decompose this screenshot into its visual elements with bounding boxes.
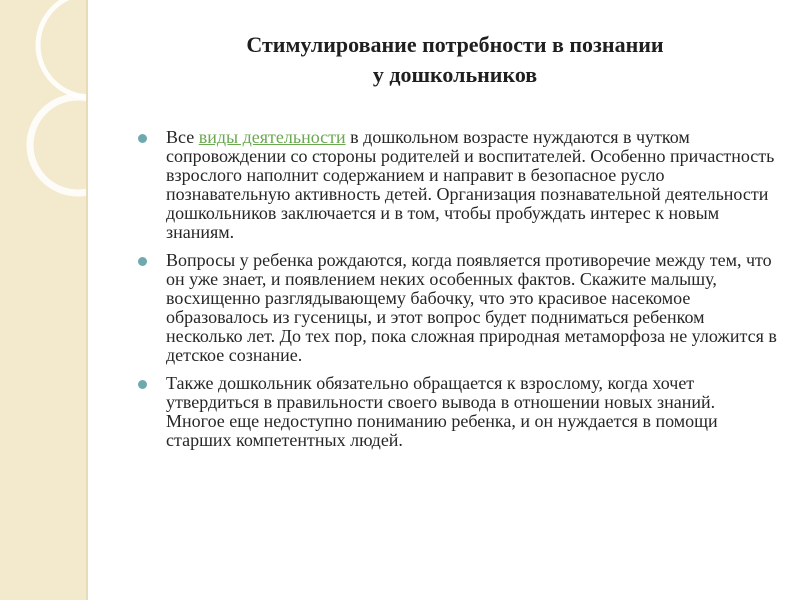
decorative-side-panel	[0, 0, 86, 600]
bullet-1-prefix: Все	[166, 127, 199, 147]
bullet-2-text: Вопросы у ребенка рождаются, когда появляется противоречие между тем, что он уже знает, и появлением неких особенных фактов. Скажите малышу, восхищенно разглядывающему бабочку, что это красивое насекомое образовалось из гусеницы, и этот вопрос будет подниматься ребенком несколько лет. До тех пор, пока сложная природная метаморфоза не уложится в детское сознание.	[166, 250, 777, 365]
decorative-rings-icon	[0, 0, 86, 600]
bullet-1-suffix: в дошкольном возрасте нуждаются в чутком сопровождении со стороны родителей и воспитателей. Особенно причастность взрослого наполнит содержанием и направит в безопасное русло познавательную активность детей. Организация познавательной деятельности дошкольников заключается и в том, чтобы пробуждать интерес к новым знаниям.	[166, 127, 775, 242]
bullet-item-2	[138, 251, 778, 365]
bullet-item-3	[138, 374, 778, 450]
bullet-dot-icon	[138, 380, 147, 389]
title-line-1: Стимулирование потребности в познании	[246, 32, 664, 57]
bullet-item-1	[138, 128, 778, 242]
slide-title	[120, 30, 790, 90]
activity-types-link[interactable]: виды деятельности	[198, 127, 346, 147]
title-line-2: у дошкольников	[372, 62, 538, 87]
bullet-dot-icon	[138, 257, 147, 266]
bullet-3-text: Также дошкольник обязательно обращается к взрослому, когда хочет утвердиться в правильности своего вывода в отношении новых знаний. Многое еще недоступно пониманию ребенка, и он нуждается в помощи старших компетентных людей.	[166, 373, 718, 450]
bullet-dot-icon	[138, 134, 147, 143]
side-divider	[86, 0, 88, 600]
bullet-list	[138, 128, 778, 459]
